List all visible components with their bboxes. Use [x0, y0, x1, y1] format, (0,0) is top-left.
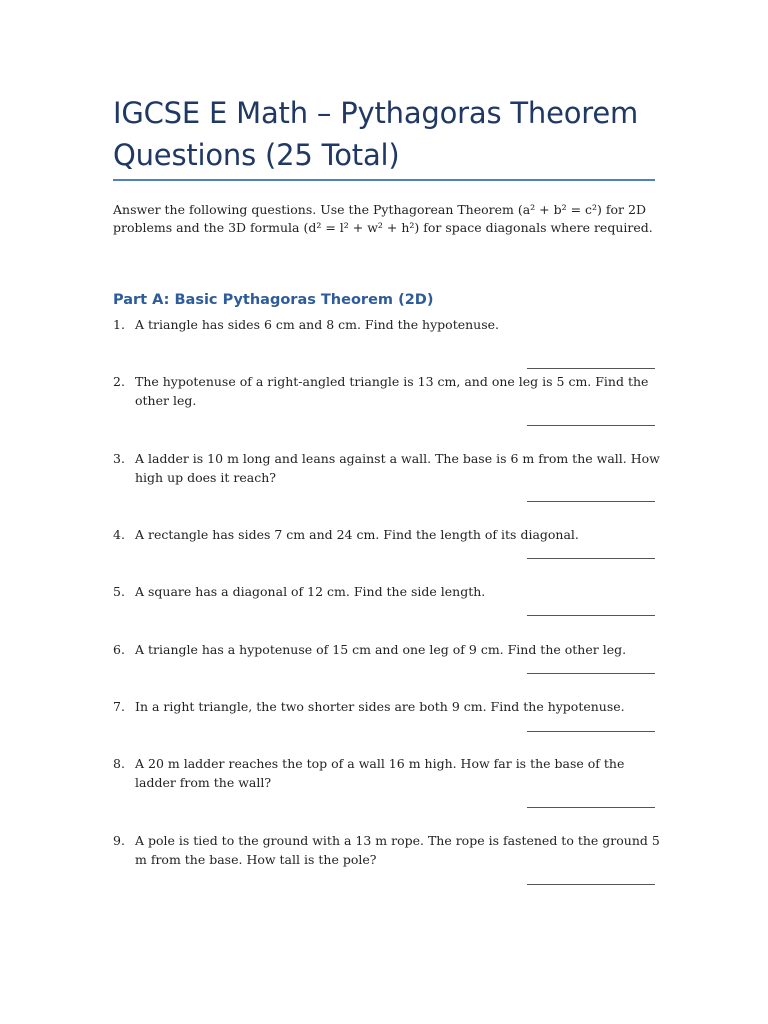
answer-line[interactable] [527, 615, 655, 616]
question-text: A triangle has a hypotenuse of 15 cm and one leg of 9 cm. Find the other leg. [135, 642, 627, 657]
question-number: 9. [113, 833, 125, 848]
answer-line[interactable] [527, 558, 655, 559]
document-title: IGCSE E Math – Pythagoras Theorem Questions (25 Total) [113, 96, 639, 172]
question-text: A 20 m ladder reaches the top of a wall 16 m high. How far is the base of the ladder from the wall? [135, 756, 625, 790]
question-number: 6. [113, 642, 125, 657]
question-text: The hypotenuse of a right-angled triangle is 13 cm, and one leg is 5 cm. Find the other leg. [135, 374, 649, 408]
question-number: 2. [113, 374, 125, 389]
question-number: 8. [113, 756, 125, 771]
question-number: 5. [113, 584, 125, 599]
answer-line[interactable] [527, 807, 655, 808]
question-text: A ladder is 10 m long and leans against a wall. The base is 6 m from the wall. How high up does it reach? [135, 451, 660, 485]
instructions-paragraph: Answer the following questions. Use the Pythagorean Theorem (a² + b² = c²) for 2D problems and the 3D formula (d² = l² + w² + h²) for space diagonals where required. [113, 202, 653, 235]
question-number: 4. [113, 527, 125, 542]
question-text: In a right triangle, the two shorter sides are both 9 cm. Find the hypotenuse. [135, 699, 625, 714]
section-heading-part-a: Part A: Basic Pythagoras Theorem (2D) [113, 292, 434, 308]
question-number: 7. [113, 699, 125, 714]
question-text: A square has a diagonal of 12 cm. Find the side length. [135, 584, 486, 599]
answer-line[interactable] [527, 368, 655, 369]
answer-line[interactable] [527, 884, 655, 885]
question-text: A rectangle has sides 7 cm and 24 cm. Find the length of its diagonal. [135, 527, 579, 542]
answer-line[interactable] [527, 731, 655, 732]
answer-line[interactable] [527, 425, 655, 426]
answer-line[interactable] [527, 673, 655, 674]
question-number: 3. [113, 451, 125, 466]
question-text: A pole is tied to the ground with a 13 m rope. The rope is fastened to the ground 5 m from the base. How tall is the pole? [135, 833, 660, 867]
title-underline-divider [113, 179, 655, 181]
question-number: 1. [113, 317, 125, 332]
answer-line[interactable] [527, 501, 655, 502]
question-text: A triangle has sides 6 cm and 8 cm. Find the hypotenuse. [135, 317, 500, 332]
